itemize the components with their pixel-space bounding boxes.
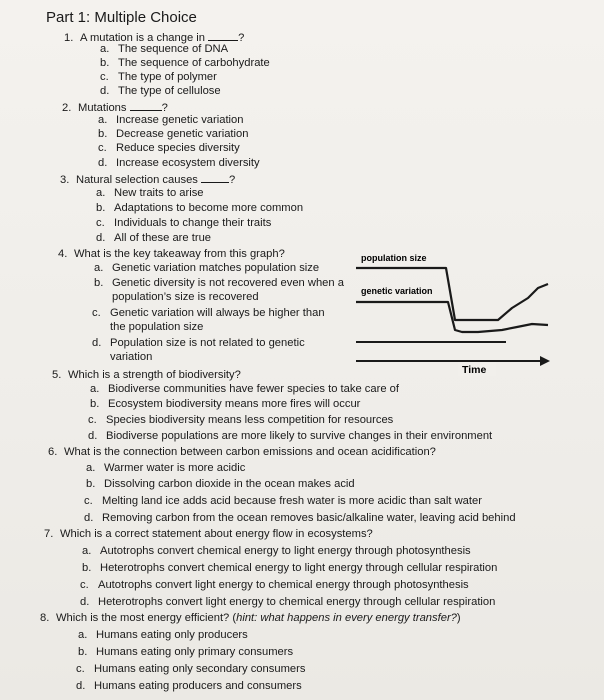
section-title: Part 1: Multiple Choice bbox=[46, 9, 197, 26]
option-6a: a. Warmer water is more acidic bbox=[86, 462, 246, 474]
question-6: 6. What is the connection between carbon emissions and ocean acidification? bbox=[48, 446, 436, 458]
genetic-variation-label: genetic variation bbox=[361, 286, 433, 296]
question-7: 7. Which is a correct statement about energy flow in ecosystems? bbox=[44, 528, 373, 540]
option-8b: b. Humans eating only primary consumers bbox=[78, 646, 294, 658]
question-text: A mutation is a change in bbox=[80, 32, 209, 44]
answer-blank bbox=[208, 30, 238, 41]
option-2c: c. Reduce species diversity bbox=[98, 142, 240, 154]
time-label: Time bbox=[462, 364, 487, 376]
option-1d: d. The type of cellulose bbox=[100, 85, 221, 97]
option-7c: c. Autotrophs convert light energy to chemical energy through photosynthesis bbox=[80, 579, 469, 591]
question-5: 5. Which is a strength of biodiversity? bbox=[52, 369, 241, 381]
option-7d: d. Heterotrophs convert light energy to chemical energy through cellular respiration bbox=[80, 596, 496, 608]
population-genetic-graph bbox=[352, 248, 552, 378]
question-8: 8. Which is the most energy efficient? (hint: what happens in every energy transfer?) bbox=[40, 612, 461, 624]
option-1c: c. The type of polymer bbox=[100, 71, 217, 83]
option-4c: c. Genetic variation will always be higher than the population size bbox=[92, 307, 325, 333]
option-2a: a. Increase genetic variation bbox=[98, 114, 244, 126]
option-8c: c. Humans eating only secondary consumers bbox=[76, 663, 306, 675]
option-3a: a. New traits to arise bbox=[96, 187, 204, 199]
question-number: 1. bbox=[64, 32, 74, 44]
hint-text: hint: what happens in every energy transfer? bbox=[236, 612, 457, 624]
option-2b: b. Decrease genetic variation bbox=[98, 128, 249, 140]
option-6b: b. Dissolving carbon dioxide in the ocean makes acid bbox=[86, 478, 355, 490]
option-5d: d. Biodiverse populations are more likely to survive changes in their environment bbox=[88, 430, 493, 442]
question-2: 2. Mutations ? bbox=[62, 102, 168, 114]
question-3: 3. Natural selection causes ? bbox=[60, 174, 236, 186]
option-4b: b. Genetic diversity is not recovered even when a population’s size is recovered bbox=[94, 277, 344, 303]
option-1b: b. The sequence of carbohydrate bbox=[100, 57, 270, 69]
option-6d: d. Removing carbon from the ocean removes basic/alkaline water, leaving acid behind bbox=[84, 512, 516, 524]
arrowhead-icon bbox=[540, 356, 550, 366]
option-1a: a. The sequence of DNA bbox=[100, 43, 229, 55]
option-4d: d. Population size is not related to genetic variation bbox=[92, 337, 305, 363]
option-4a: a. Genetic variation matches population size bbox=[94, 262, 320, 274]
option-6c: c. Melting land ice adds acid because fresh water is more acidic than salt water bbox=[84, 495, 482, 507]
option-8d: d. Humans eating producers and consumers bbox=[76, 680, 302, 692]
option-3b: b. Adaptations to become more common bbox=[96, 202, 304, 214]
question-4: 4. What is the key takeaway from this graph? bbox=[58, 248, 285, 260]
option-3d: d. All of these are true bbox=[96, 232, 212, 244]
question-1: 1. A mutation is a change in ? bbox=[64, 32, 245, 44]
population-size-label: population size bbox=[361, 253, 427, 263]
option-5b: b. Ecosystem biodiversity means more fires will occur bbox=[90, 398, 361, 410]
option-8a: a. Humans eating only producers bbox=[78, 629, 248, 641]
option-7a: a. Autotrophs convert chemical energy to light energy through photosynthesis bbox=[82, 545, 471, 557]
option-7b: b. Heterotrophs convert chemical energy to light energy through cellular respiration bbox=[82, 562, 498, 574]
option-5a: a. Biodiverse communities have fewer species to take care of bbox=[90, 383, 400, 395]
answer-blank bbox=[201, 172, 229, 183]
option-5c: c. Species biodiversity means less competition for resources bbox=[88, 414, 394, 426]
option-3c: c. Individuals to change their traits bbox=[96, 217, 272, 229]
answer-blank bbox=[130, 100, 162, 111]
option-2d: d. Increase ecosystem diversity bbox=[98, 157, 260, 169]
